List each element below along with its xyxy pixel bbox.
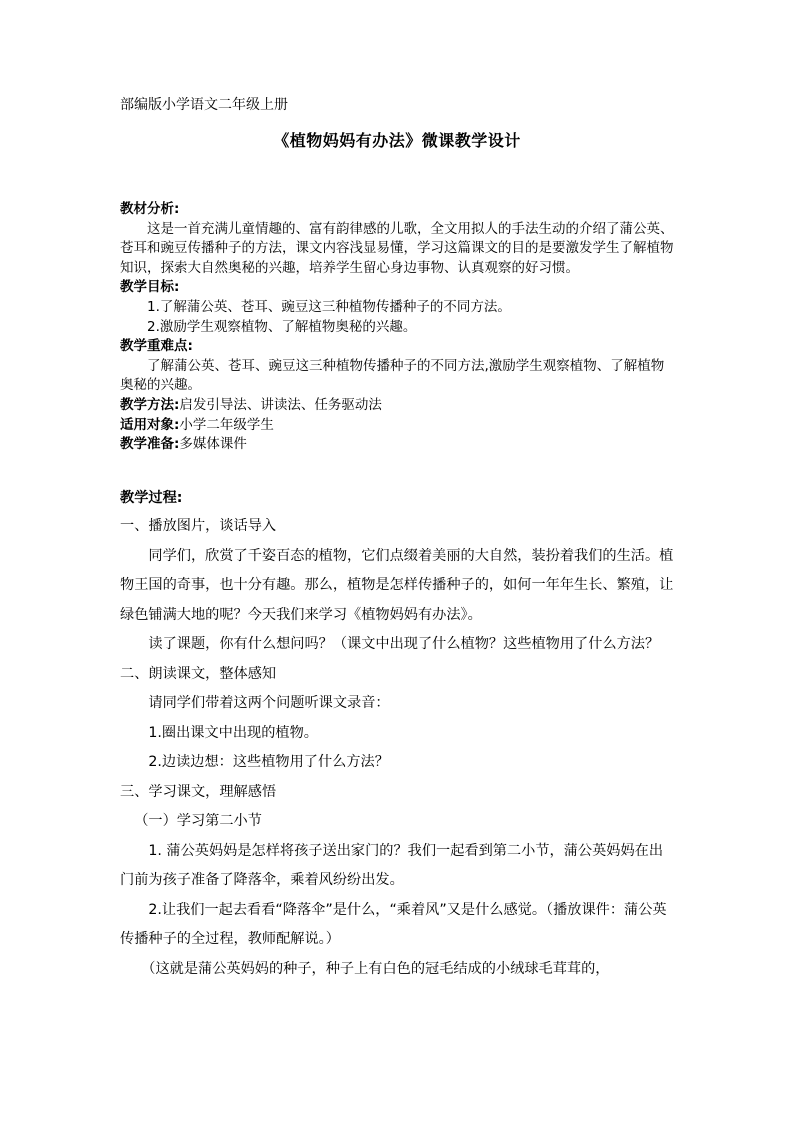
- preparation-line: [120, 435, 676, 455]
- section2-title: 二、朗读课文，整体感知: [120, 665, 277, 682]
- page-title: 《植物妈妈有办法》微课教学设计: [273, 131, 521, 150]
- section2-item-1: 1.圈出课文中出现的植物。: [148, 724, 318, 741]
- goals-heading: 教学目标:: [120, 279, 180, 296]
- section2-item-2: 2.边读边想：这些植物用了什么方法？: [148, 754, 389, 770]
- course-subtitle: 部编版小学语文二年级上册: [120, 97, 288, 113]
- analysis-heading: 教材分析:: [120, 201, 180, 217]
- section3-paragraph-1: 1. 蒲公英妈妈是怎样将孩子送出家门的？我们一起看到第二小节，蒲公英妈妈在出门前为孩子准备了降落伞，乘着风纷纷出发。: [120, 842, 664, 888]
- key-points-body: 了解蒲公英、苍耳、豌豆这三种植物传播种子的不同方法,激励学生观察植物、了解植物奥秘的兴趣。: [120, 357, 665, 394]
- section1-title: 一、播放图片，谈话导入: [120, 518, 277, 534]
- process-section: [120, 490, 676, 984]
- preparation-label: 教学准备:: [120, 436, 180, 453]
- section3-paragraph-2: 2.让我们一起去看看“降落伞”是什么，“乘着风”又是什么感觉。（播放课件：蒲公英传播种子的全过程，教师配解说。）: [120, 901, 667, 947]
- audience-value: 小学二年级学生: [179, 416, 274, 433]
- goal-item-2: 2.激励学生观察植物、了解植物奥秘的兴趣。: [147, 318, 417, 335]
- audience-line: [120, 416, 676, 436]
- audience-label: 适用对象:: [120, 416, 180, 433]
- process-heading: 教学过程:: [120, 490, 183, 506]
- methods-value: 启发引导法、讲读法、任务驱动法: [179, 396, 382, 413]
- section3-subtitle-1: （一）学习第二小节: [134, 813, 262, 829]
- overview-section: [120, 200, 676, 455]
- key-points-heading: 教学重难点:: [120, 338, 193, 355]
- section1-paragraph-2: 读了课题，你有什么想问吗？（课文中出现了什么植物？这些植物用了什么方法？: [148, 636, 660, 652]
- section1-paragraph-1: 同学们，欣赏了千姿百态的植物，它们点缀着美丽的大自然，装扮着我们的生活。植物王国的奇事，也十分有趣。那么，植物是怎样传播种子的，如何一年年生长、繁殖，让绿色铺满大地的呢？今天我们来学习《植物妈妈有办法》。: [120, 547, 674, 623]
- methods-label: 教学方法:: [120, 396, 180, 413]
- goal-item-1: 1.了解蒲公英、苍耳、豌豆这三种植物传播种子的不同方法。: [147, 298, 511, 315]
- section2-intro: 请同学们带着这两个问题听课文录音：: [148, 695, 390, 711]
- methods-line: [120, 396, 676, 416]
- section3-paragraph-3: （这就是蒲公英妈妈的种子，种子上有白色的冠毛结成的小绒球毛茸茸的，: [141, 960, 610, 977]
- section3-title: 三、学习课文，理解感悟: [120, 783, 277, 800]
- analysis-body: 这是一首充满儿童情趣的、富有韵律感的儿歌，全文用拟人的手法生动的介绍了蒲公英、苍耳和豌豆传播种子的方法，课文内容浅显易懂，学习这篇课文的目的是要激发学生了解植物知识，探索大自然奥秘的兴趣，培养学生留心身边事物、认真观察的好习惯。: [120, 220, 674, 276]
- preparation-value: 多媒体课件: [179, 436, 247, 453]
